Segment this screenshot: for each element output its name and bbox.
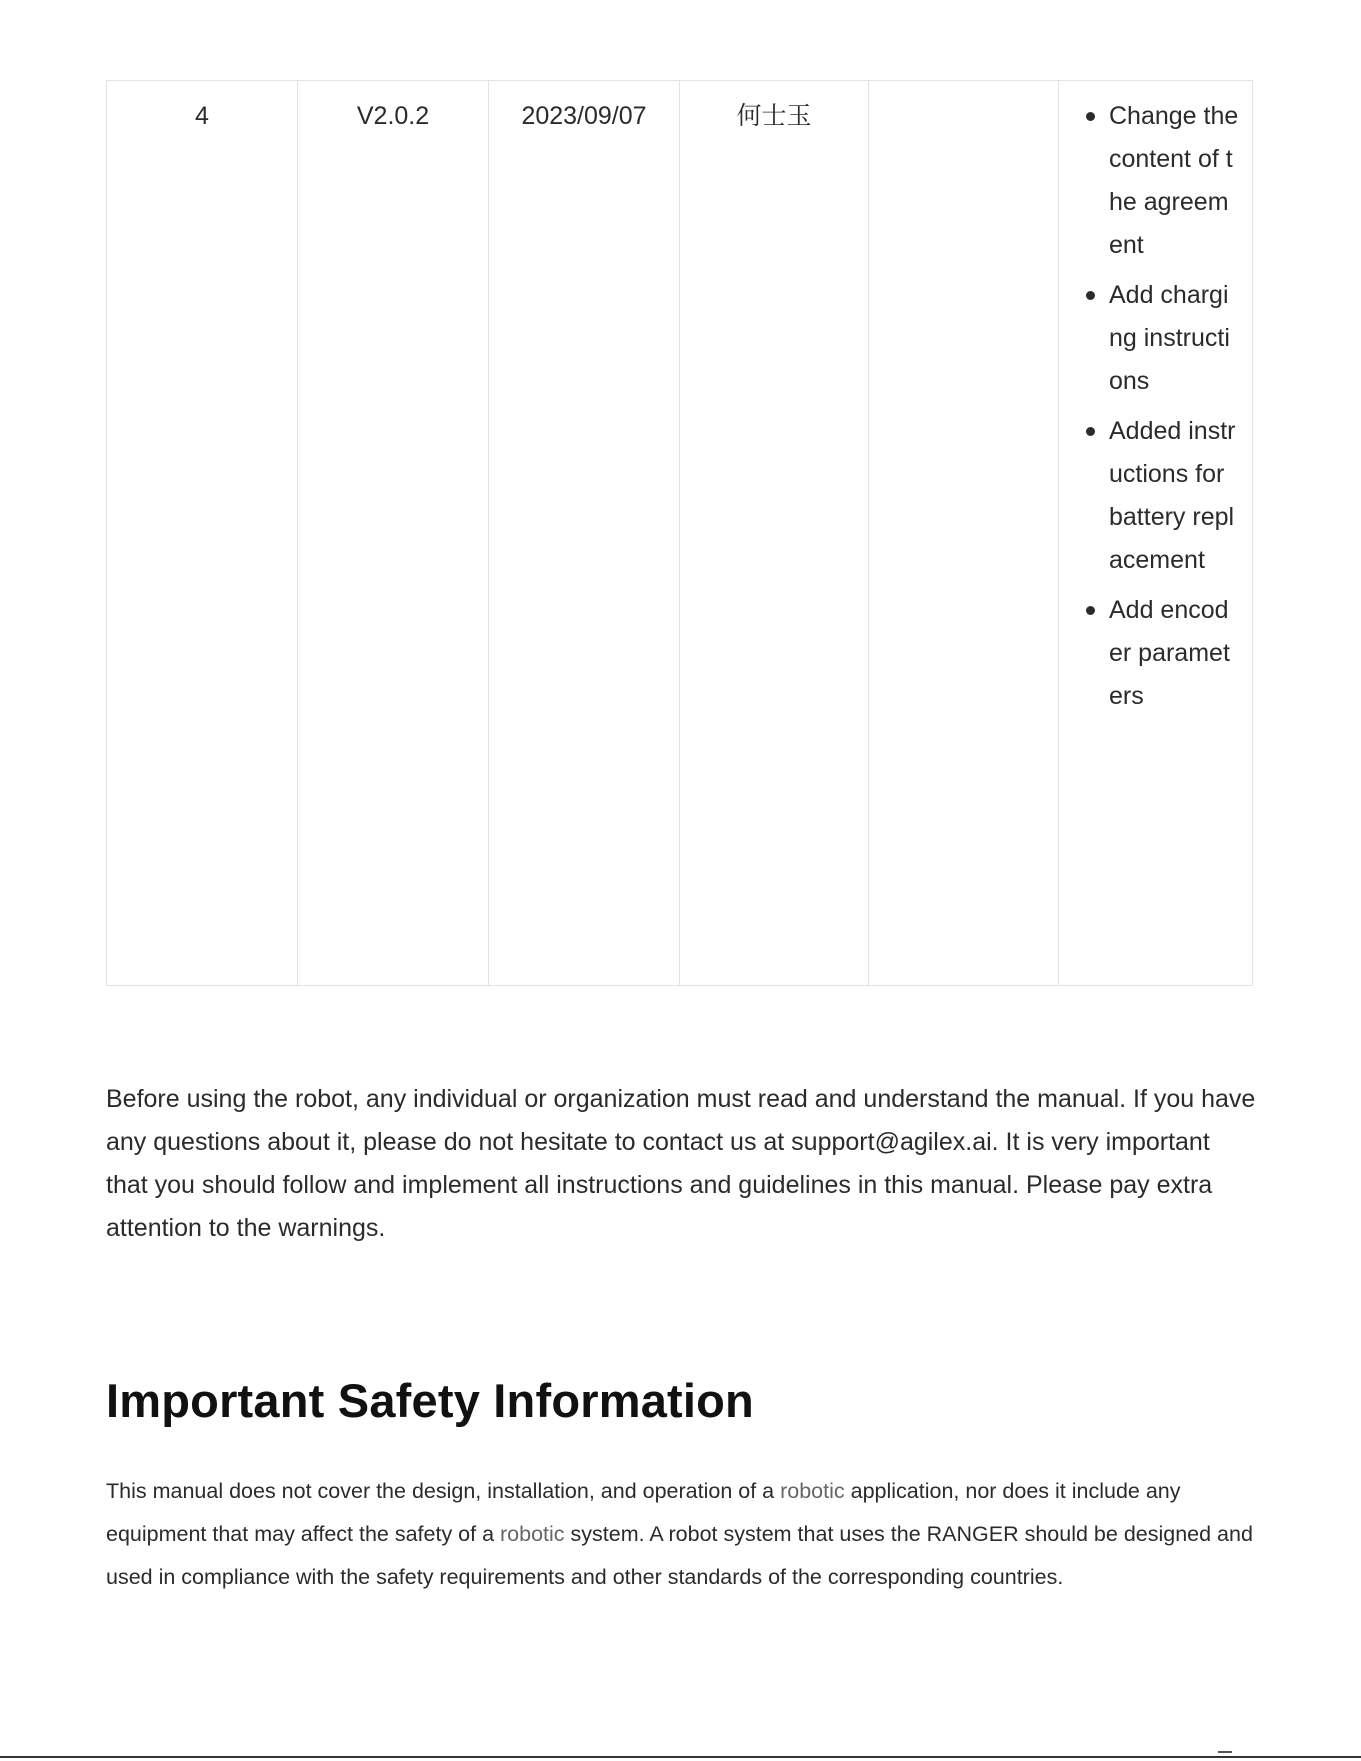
safety-text-part: system. A robot system that uses the RANGER should be designed and used in compliance with the safety requirements and other standards of the corresponding countries.: [106, 1522, 1253, 1589]
revision-empty-cell: [869, 81, 1059, 986]
safety-text-part: application, nor does it include any equipment that may affect the safety of a: [106, 1479, 1181, 1546]
intro-paragraph: Before using the robot, any individual or organization must read and understand the manual. If you have any questions about it, please do not hesitate to contact us at support@agilex.ai. It is very important that you should follow and implement all instructions and guidelines in this manual. Please pay extra attention to the warnings.: [106, 1085, 1256, 1242]
list-item: Add charging instructions: [1081, 274, 1242, 403]
robotic-link[interactable]: robotic: [500, 1522, 565, 1546]
revision-number-cell: 4: [107, 81, 298, 986]
revision-author-cell: 何士玉: [680, 81, 869, 986]
safety-paragraph: [106, 1470, 1256, 1599]
page-corner-mark: [1218, 1751, 1232, 1753]
revision-date-cell: 2023/09/07: [489, 81, 680, 986]
section-title: Important Safety Information: [106, 1374, 754, 1427]
robotic-link[interactable]: robotic: [780, 1479, 845, 1503]
list-item: Added instructions for battery replacement: [1081, 410, 1242, 582]
changes-list: [1081, 95, 1242, 718]
revision-changes-cell: [1059, 81, 1253, 986]
revision-version-cell: V2.0.2: [298, 81, 489, 986]
safety-text-part: This manual does not cover the design, installation, and operation of a: [106, 1479, 781, 1503]
revision-history-table: [106, 80, 1253, 986]
list-item: Add encoder parameters: [1081, 589, 1242, 718]
table-row: [107, 81, 1253, 986]
list-item: Change the content of the agreement: [1081, 95, 1242, 267]
page-bottom-divider: [0, 1756, 1361, 1758]
